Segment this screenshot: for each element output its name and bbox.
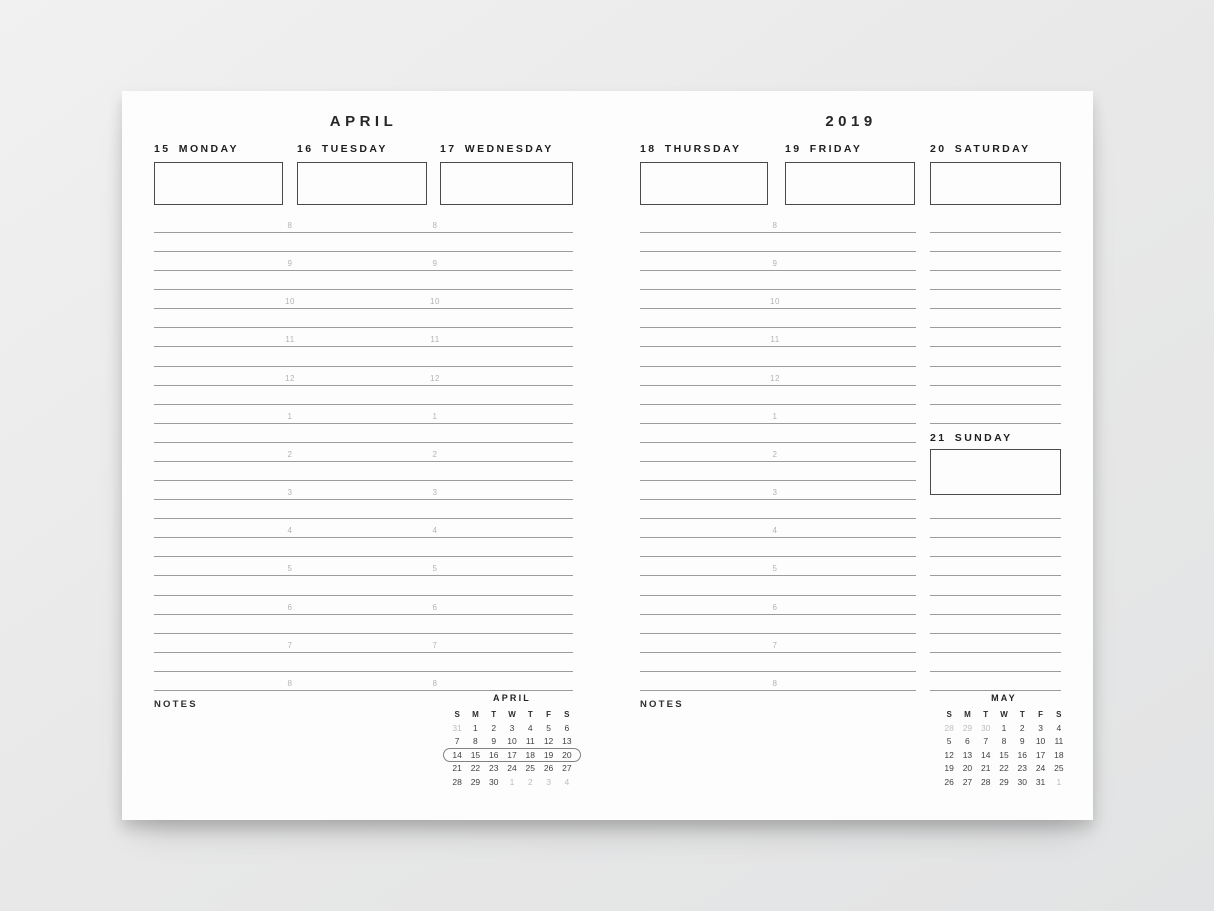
ruled-line bbox=[930, 537, 1061, 538]
ruled-line bbox=[930, 556, 1061, 557]
hour-label: 11 bbox=[285, 335, 295, 344]
ruled-line bbox=[154, 595, 573, 596]
ruled-line bbox=[154, 442, 573, 443]
calendar-day: 6 bbox=[564, 722, 570, 733]
weekday-header: M bbox=[472, 710, 479, 720]
calendar-day: 30 bbox=[488, 776, 499, 787]
calendar-day: 24 bbox=[507, 763, 517, 774]
notes-label-right: NOTES bbox=[640, 699, 684, 710]
calendar-day: 26 bbox=[543, 763, 554, 774]
ruled-line bbox=[930, 289, 1061, 290]
ruled-line bbox=[640, 690, 916, 691]
calendar-day: 9 bbox=[1019, 736, 1025, 747]
hour-label: 7 bbox=[432, 641, 438, 650]
weekday-header: T bbox=[983, 710, 989, 720]
day-entry-box-sunday bbox=[930, 449, 1061, 495]
calendar-day: 28 bbox=[452, 776, 462, 787]
ruled-line bbox=[930, 518, 1061, 519]
calendar-day: 20 bbox=[562, 749, 572, 760]
ruled-line bbox=[640, 499, 916, 500]
calendar-day: 3 bbox=[546, 776, 551, 787]
day-entry-box-tuesday bbox=[297, 162, 427, 205]
weekday-header-row bbox=[448, 708, 576, 722]
ruled-line bbox=[640, 289, 916, 290]
hour-label: 6 bbox=[432, 603, 438, 612]
day-entry-box-monday bbox=[154, 162, 283, 205]
hour-label: 8 bbox=[287, 679, 293, 688]
calendar-day: 29 bbox=[962, 722, 973, 733]
hour-label: 4 bbox=[772, 526, 778, 535]
ruled-line bbox=[640, 232, 916, 233]
hour-label: 4 bbox=[287, 526, 293, 535]
ruled-line bbox=[640, 346, 916, 347]
calendar-day: 22 bbox=[470, 763, 481, 774]
calendar-day: 20 bbox=[962, 763, 973, 774]
ruled-line bbox=[154, 232, 573, 233]
calendar-day: 17 bbox=[507, 749, 517, 760]
weekday-header-row bbox=[940, 708, 1068, 722]
hour-label: 8 bbox=[772, 221, 778, 230]
calendar-week bbox=[940, 722, 1068, 736]
ruled-line bbox=[640, 404, 916, 405]
ruled-schedule-left bbox=[154, 221, 573, 694]
ruled-line bbox=[154, 308, 573, 309]
mini-calendar-title: MAY bbox=[991, 693, 1017, 703]
calendar-week bbox=[448, 722, 576, 736]
calendar-day: 28 bbox=[980, 776, 991, 787]
ruled-line bbox=[640, 385, 916, 386]
weekday-header: S bbox=[454, 710, 460, 720]
calendar-day: 5 bbox=[546, 722, 551, 733]
hour-label: 11 bbox=[770, 335, 780, 344]
calendar-day: 13 bbox=[562, 736, 572, 747]
ruled-line bbox=[154, 614, 573, 615]
hour-label: 8 bbox=[432, 221, 438, 230]
calendar-day: 18 bbox=[525, 749, 536, 760]
calendar-day: 15 bbox=[999, 749, 1009, 760]
day-header-wednesday: 17 WEDNESDAY bbox=[440, 143, 554, 155]
ruled-line bbox=[640, 614, 916, 615]
weekday-header: T bbox=[527, 710, 533, 720]
calendar-week bbox=[448, 762, 576, 776]
calendar-day: 16 bbox=[488, 749, 499, 760]
ruled-line bbox=[930, 652, 1061, 653]
month-title: APRIL bbox=[329, 113, 398, 130]
calendar-week-current bbox=[448, 749, 576, 763]
calendar-day: 2 bbox=[1019, 722, 1025, 733]
weekday-header: W bbox=[508, 710, 516, 720]
ruled-line bbox=[930, 346, 1061, 347]
hour-label: 3 bbox=[432, 488, 438, 497]
ruled-line bbox=[930, 404, 1061, 405]
ruled-line bbox=[154, 537, 573, 538]
ruled-line bbox=[154, 633, 573, 634]
calendar-day: 1 bbox=[509, 776, 515, 787]
ruled-line bbox=[640, 366, 916, 367]
calendar-day: 28 bbox=[944, 722, 954, 733]
ruled-line bbox=[640, 537, 916, 538]
calendar-day: 25 bbox=[525, 763, 536, 774]
ruled-line bbox=[930, 327, 1061, 328]
calendar-day: 9 bbox=[491, 736, 497, 747]
ruled-line bbox=[640, 671, 916, 672]
hour-label: 3 bbox=[772, 488, 778, 497]
calendar-day: 3 bbox=[1038, 722, 1043, 733]
ruled-line bbox=[640, 518, 916, 519]
weekday-header: W bbox=[1000, 710, 1008, 720]
calendar-day: 14 bbox=[452, 749, 462, 760]
day-entry-box-friday bbox=[785, 162, 915, 205]
ruled-line bbox=[640, 423, 916, 424]
mini-calendar-grid bbox=[940, 708, 1068, 789]
ruled-line bbox=[640, 442, 916, 443]
calendar-day: 11 bbox=[525, 736, 535, 747]
day-header-monday: 15 MONDAY bbox=[154, 143, 239, 155]
calendar-day: 10 bbox=[1035, 736, 1046, 747]
hour-label: 1 bbox=[432, 412, 438, 421]
calendar-day: 22 bbox=[999, 763, 1009, 774]
calendar-day: 3 bbox=[509, 722, 515, 733]
planner-spread bbox=[122, 91, 1093, 820]
calendar-day: 29 bbox=[999, 776, 1009, 787]
calendar-day: 30 bbox=[980, 722, 991, 733]
calendar-day: 29 bbox=[470, 776, 481, 787]
ruled-line bbox=[154, 366, 573, 367]
ruled-line bbox=[930, 614, 1061, 615]
hour-label: 2 bbox=[432, 450, 438, 459]
calendar-day: 14 bbox=[980, 749, 991, 760]
ruled-line bbox=[154, 575, 573, 576]
hour-label: 8 bbox=[287, 221, 293, 230]
calendar-day: 19 bbox=[944, 763, 954, 774]
ruled-line bbox=[154, 270, 573, 271]
ruled-line bbox=[930, 385, 1061, 386]
hour-label: 4 bbox=[432, 526, 438, 535]
mini-calendar-may bbox=[940, 693, 1068, 789]
ruled-line bbox=[154, 289, 573, 290]
weekday-header: F bbox=[1038, 710, 1043, 720]
ruled-line bbox=[154, 690, 573, 691]
ruled-line bbox=[640, 633, 916, 634]
ruled-line bbox=[930, 308, 1061, 309]
weekday-header: S bbox=[564, 710, 570, 720]
mini-calendar-title: APRIL bbox=[493, 693, 531, 703]
ruled-line bbox=[930, 270, 1061, 271]
hour-label: 2 bbox=[772, 450, 778, 459]
ruled-line bbox=[154, 671, 573, 672]
calendar-day: 8 bbox=[473, 736, 478, 747]
day-header-sunday: 21 SUNDAY bbox=[930, 432, 1013, 444]
ruled-line bbox=[640, 327, 916, 328]
ruled-line bbox=[930, 251, 1061, 252]
ruled-line bbox=[154, 480, 573, 481]
calendar-week bbox=[448, 735, 576, 749]
hour-label: 3 bbox=[287, 488, 293, 497]
ruled-line bbox=[640, 251, 916, 252]
ruled-line bbox=[930, 232, 1061, 233]
ruled-line bbox=[930, 595, 1061, 596]
ruled-schedule-thursday-friday bbox=[640, 221, 916, 694]
calendar-day: 15 bbox=[470, 749, 481, 760]
hour-label: 12 bbox=[770, 374, 780, 383]
hour-label: 7 bbox=[287, 641, 293, 650]
calendar-week bbox=[448, 776, 576, 790]
ruled-line bbox=[154, 251, 573, 252]
calendar-day: 23 bbox=[488, 763, 499, 774]
hour-label: 2 bbox=[287, 450, 293, 459]
hour-label: 1 bbox=[772, 412, 778, 421]
calendar-day: 4 bbox=[1056, 722, 1062, 733]
hour-label: 9 bbox=[287, 259, 293, 268]
calendar-day: 30 bbox=[1017, 776, 1028, 787]
calendar-day: 18 bbox=[1054, 749, 1064, 760]
calendar-day: 31 bbox=[1035, 776, 1046, 787]
calendar-day: 8 bbox=[1001, 736, 1007, 747]
ruled-line bbox=[154, 652, 573, 653]
hour-label: 5 bbox=[287, 564, 293, 573]
ruled-line bbox=[640, 480, 916, 481]
hour-label: 5 bbox=[432, 564, 438, 573]
hour-label: 12 bbox=[285, 374, 295, 383]
hour-label: 11 bbox=[430, 335, 440, 344]
hour-label: 5 bbox=[772, 564, 778, 573]
hour-label: 7 bbox=[772, 641, 778, 650]
hour-label: 10 bbox=[285, 297, 295, 306]
calendar-day: 1 bbox=[473, 722, 478, 733]
calendar-week bbox=[940, 735, 1068, 749]
hour-label: 8 bbox=[772, 679, 778, 688]
weekday-header: S bbox=[1056, 710, 1062, 720]
calendar-day: 4 bbox=[527, 722, 533, 733]
hour-label: 10 bbox=[770, 297, 780, 306]
ruled-line bbox=[640, 575, 916, 576]
calendar-day: 1 bbox=[1001, 722, 1007, 733]
ruled-line bbox=[930, 690, 1061, 691]
ruled-line bbox=[154, 346, 573, 347]
day-entry-box-wednesday bbox=[440, 162, 573, 205]
mini-calendar-grid bbox=[448, 708, 576, 789]
calendar-day: 26 bbox=[944, 776, 954, 787]
hour-label: 1 bbox=[287, 412, 293, 421]
calendar-day: 12 bbox=[944, 749, 954, 760]
year-title: 2019 bbox=[825, 113, 877, 130]
calendar-day: 17 bbox=[1035, 749, 1046, 760]
calendar-day: 19 bbox=[543, 749, 554, 760]
calendar-day: 31 bbox=[452, 722, 462, 733]
calendar-day: 24 bbox=[1035, 763, 1046, 774]
calendar-day: 21 bbox=[452, 763, 462, 774]
ruled-line bbox=[154, 518, 573, 519]
ruled-line bbox=[930, 633, 1061, 634]
ruled-line bbox=[640, 308, 916, 309]
day-entry-box-thursday bbox=[640, 162, 768, 205]
day-entry-box-saturday bbox=[930, 162, 1061, 205]
calendar-day: 6 bbox=[965, 736, 970, 747]
weekday-header: T bbox=[491, 710, 497, 720]
hour-label: 8 bbox=[432, 679, 438, 688]
calendar-day: 25 bbox=[1054, 763, 1064, 774]
calendar-week bbox=[940, 776, 1068, 790]
hour-label: 9 bbox=[432, 259, 438, 268]
weekday-header: M bbox=[964, 710, 971, 720]
weekday-header: S bbox=[946, 710, 952, 720]
calendar-day: 2 bbox=[491, 722, 497, 733]
day-header-thursday: 18 THURSDAY bbox=[640, 143, 742, 155]
ruled-line bbox=[154, 499, 573, 500]
calendar-day: 11 bbox=[1054, 736, 1064, 747]
calendar-day: 27 bbox=[562, 763, 572, 774]
calendar-day: 16 bbox=[1017, 749, 1028, 760]
hour-label: 10 bbox=[430, 297, 440, 306]
ruled-line bbox=[640, 595, 916, 596]
ruled-line bbox=[154, 385, 573, 386]
calendar-day: 12 bbox=[543, 736, 554, 747]
ruled-line bbox=[930, 671, 1061, 672]
ruled-line bbox=[154, 404, 573, 405]
hour-label: 6 bbox=[287, 603, 293, 612]
notes-label-left: NOTES bbox=[154, 699, 198, 710]
calendar-day: 10 bbox=[507, 736, 517, 747]
day-header-saturday: 20 SATURDAY bbox=[930, 143, 1031, 155]
calendar-day: 7 bbox=[983, 736, 989, 747]
calendar-day: 13 bbox=[962, 749, 973, 760]
ruled-line bbox=[930, 423, 1061, 424]
ruled-line bbox=[640, 652, 916, 653]
calendar-day: 23 bbox=[1017, 763, 1028, 774]
day-header-friday: 19 FRIDAY bbox=[785, 143, 863, 155]
ruled-line bbox=[640, 461, 916, 462]
weekday-header: F bbox=[546, 710, 551, 720]
hour-label: 12 bbox=[430, 374, 440, 383]
calendar-day: 4 bbox=[564, 776, 570, 787]
ruled-line bbox=[640, 556, 916, 557]
ruled-line bbox=[154, 556, 573, 557]
ruled-line bbox=[640, 270, 916, 271]
hour-label: 9 bbox=[772, 259, 778, 268]
ruled-line bbox=[930, 366, 1061, 367]
calendar-day: 27 bbox=[962, 776, 973, 787]
ruled-line bbox=[154, 423, 573, 424]
calendar-day: 1 bbox=[1056, 776, 1062, 787]
calendar-day: 5 bbox=[946, 736, 952, 747]
mini-calendar-april bbox=[448, 693, 576, 789]
calendar-week bbox=[940, 749, 1068, 763]
ruled-line bbox=[154, 327, 573, 328]
ruled-line bbox=[930, 575, 1061, 576]
hour-label: 6 bbox=[772, 603, 778, 612]
calendar-day: 21 bbox=[980, 763, 991, 774]
day-header-tuesday: 16 TUESDAY bbox=[297, 143, 388, 155]
calendar-day: 2 bbox=[527, 776, 533, 787]
calendar-week bbox=[940, 762, 1068, 776]
ruled-line bbox=[154, 461, 573, 462]
calendar-day: 7 bbox=[454, 736, 460, 747]
weekday-header: T bbox=[1019, 710, 1025, 720]
